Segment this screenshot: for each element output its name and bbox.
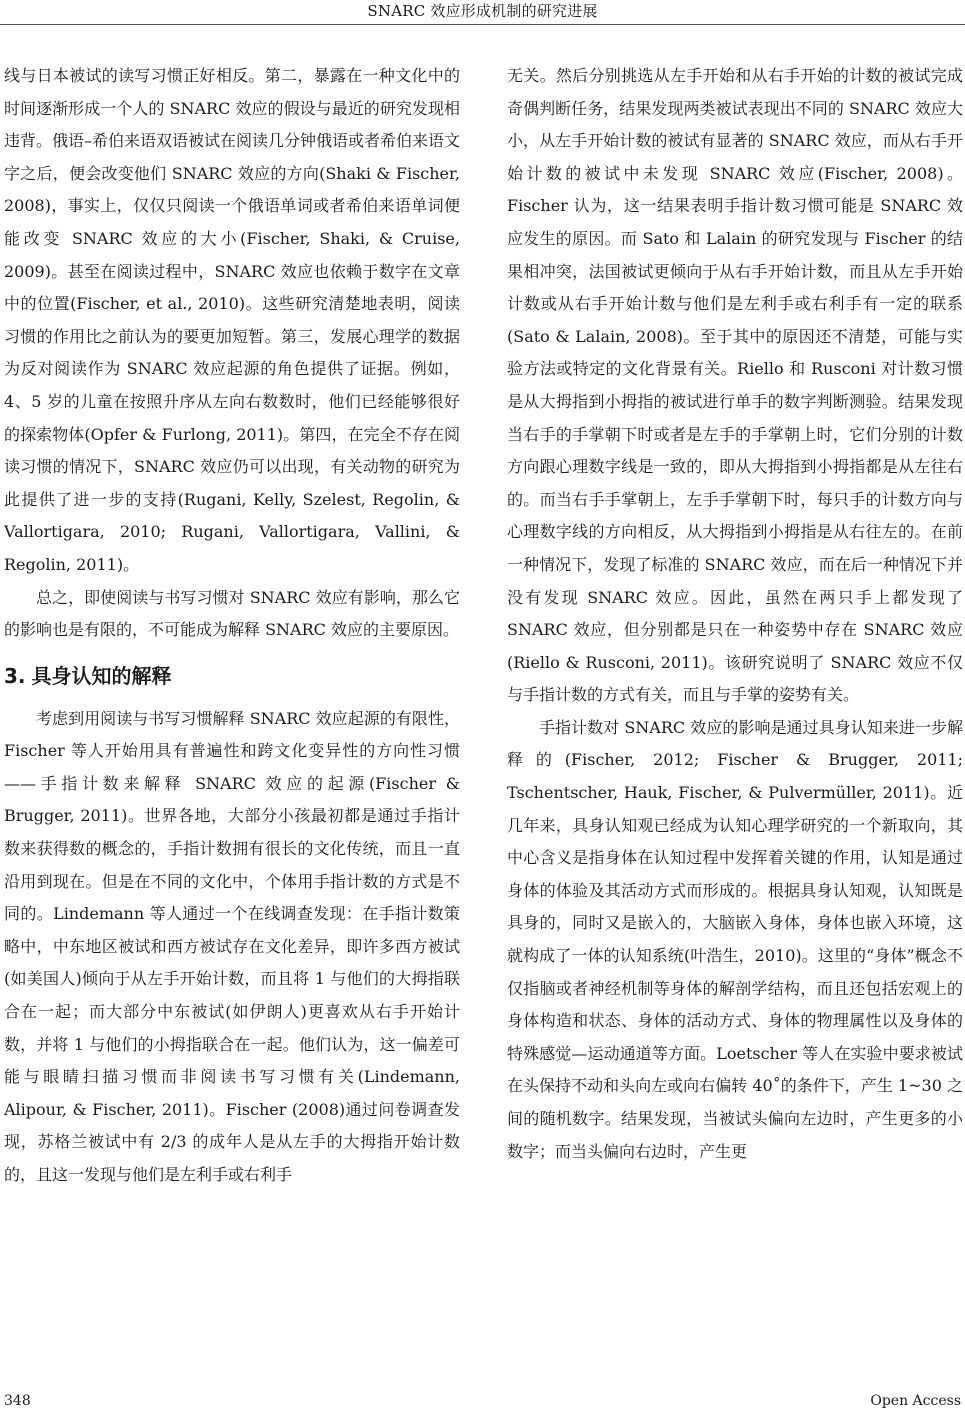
section-number: 3. bbox=[4, 663, 26, 688]
page-footer bbox=[4, 1390, 961, 1412]
right-continuation-paragraph: 无关。然后分别挑选从左手开始和从右手开始的计数的被试完成奇偶判断任务，结果发现两类被试表现出不同的 SNARC 效应大小，从左手开始计数的被试有显著的 SNARC 效应，而从右手开始计数的被试中未发现 SNARC 效应(Fischer, 2008)。Fischer 认为，这一结果表明手指计数习惯可能是 SNARC 效应发生的原因。而 Sato 和 Lalain 的研究发现与 Fischer 的结果相冲突，法国被试更倾向于从右手开始计数，而且从左手开始计数或从右手开始计数与他们是左利手或右利手有一定的联系(Sato & Lalain, 2008)。至于其中的原因还不清楚，可能与实验方法或特定的文化背景有关。Riello 和 Rusconi 对计数习惯是从大拇指到小拇指的被试进行单手的数字判断测验。结果发现当右手的手掌朝下时或者是左手的手掌朝上时，它们分别的计数方向跟心理数字线是一致的，即从大拇指到小拇指都是从左往右的。而当右手手掌朝上，左手手掌朝下时，每只手的计数方向与心理数字线的方向相反，从大拇指到小拇指是从右往左的。在前一种情况下，发现了标准的 SNARC 效应，而在后一种情况下并没有发现 SNARC 效应。因此，虽然在两只手上都发现了 SNARC 效应，但分别都是只在一种姿势中存在 SNARC 效应(Riello & Rusconi, 2011)。该研究说明了 SNARC 效应不仅与手指计数的方式有关，而且与手掌的姿势有关。 bbox=[507, 66, 963, 705]
left-continuation-paragraph: 线与日本被试的读写习惯正好相反。第二，暴露在一种文化中的时间逐渐形成一个人的 SNARC 效应的假设与最近的研究发现相违背。俄语–希伯来语双语被试在阅读几分钟俄语或者希伯来语文字之后，便会改变他们 SNARC 效应的方向(Shaki & Fischer, 2008)，事实上，仅仅只阅读一个俄语单词或者希伯来语单词便能改变 SNARC 效应的大小(Fischer, Shaki, & Cruise, 2009)。甚至在阅读过程中，SNARC 效应也依赖于数字在文章中的位置(Fischer, et al., 2010)。这些研究清楚地表明，阅读习惯的作用比之前认为的要更加短暂。第三，发展心理学的数据为反对阅读作为 SNARC 效应起源的角色提供了证据。例如，4、5 岁的儿童在按照升序从左向右数数时，他们已经能够很好的探索物体(Opfer & Furlong, 2011)。第四，在完全不存在阅读习惯的情况下，SNARC 效应仍可以出现，有关动物的研究为此提供了进一步的支持(Rugani, Kelly, Szelest, Regolin, & Vallortigara, 2010; Rugani, Vallortigara, Vallini, & Regolin, 2011)。 bbox=[4, 66, 460, 574]
journal-label: Open Access bbox=[870, 1393, 961, 1409]
summary-paragraph: 总之，即使阅读与书写习惯对 SNARC 效应有影响，那么它的影响也是有限的，不可能成为解释 SNARC 效应的主要原因。 bbox=[4, 587, 460, 640]
section-title: 具身认知的解释 bbox=[31, 663, 172, 688]
section-heading bbox=[4, 661, 460, 691]
left-column bbox=[4, 60, 460, 1370]
embodied-cognition-paragraph: 手指计数对 SNARC 效应的影响是通过具身认知来进一步解释的(Fischer, 2012; Fischer & Brugger, 2011; Tschentscher, Hauk, Fischer, & Pulvermüller, 2011)。近几年来，具身认知观已经成为认知心理学研究的一个新取向，其中心含义是指身体在认知过程中发挥着关键的作用，认知是通过身体的体验及其活动方式而形成的。根据具身认知观，认知既是具身的，同时又是嵌入的，大脑嵌入身体，身体也嵌入环境，这就构成了一体的认知系统(叶浩生，2010)。这里的“身体”概念不仅指脑或者神经机制等身体的解剖学结构，而且还包括宏观上的身体构造和状态、身体的活动方式、身体的物理属性以及身体的特殊感觉—运动通道等方面。Loetscher 等人在实验中要求被试在头保持不动和头向左或向右偏转 40˚的条件下，产生 1~30 之间的随机数字。结果发现，当被试头偏向左边时，产生更多的小数字；而当头偏向右边时，产生更 bbox=[507, 717, 963, 1161]
section3-paragraph: 考虑到用阅读与书写习惯解释 SNARC 效应起源的有限性，Fischer 等人开始用具有普遍性和跨文化变异性的方向性习惯——手指计数来解释 SNARC 效应的起源(Fischer & Brugger, 2011)。世界各地，大部分小孩最初都是通过手指计数来获得数的概念的，手指计数拥有很长的文化传统，而且一直沿用到现在。但是在不同的文化中，个体用手指计数的方式是不同的。Lindemann 等人通过一个在线调查发现：在手指计数策略中，中东地区被试和西方被试存在文化差异，即许多西方被试(如美国人)倾向于从左手开始计数，而且将 1 与他们的大拇指联合在一起；而大部分中东被试(如伊朗人)更喜欢从右手开始计数，并将 1 与他们的小拇指联合在一起。他们认为，这一偏差可能与眼睛扫描习惯而非阅读书写习惯有关(Lindemann, Alipour, & Fischer, 2011)。Fischer (2008)通过问卷调查发现，苏格兰被试中有 2/3 的成年人是从左手的大拇指开始计数的，且这一发现与他们是左利手或右利手 bbox=[4, 708, 460, 1184]
right-column bbox=[507, 60, 963, 1370]
page-number: 348 bbox=[4, 1393, 31, 1409]
running-head-title: SNARC 效应形成机制的研究进展 bbox=[367, 2, 598, 20]
header-divider bbox=[0, 24, 965, 25]
